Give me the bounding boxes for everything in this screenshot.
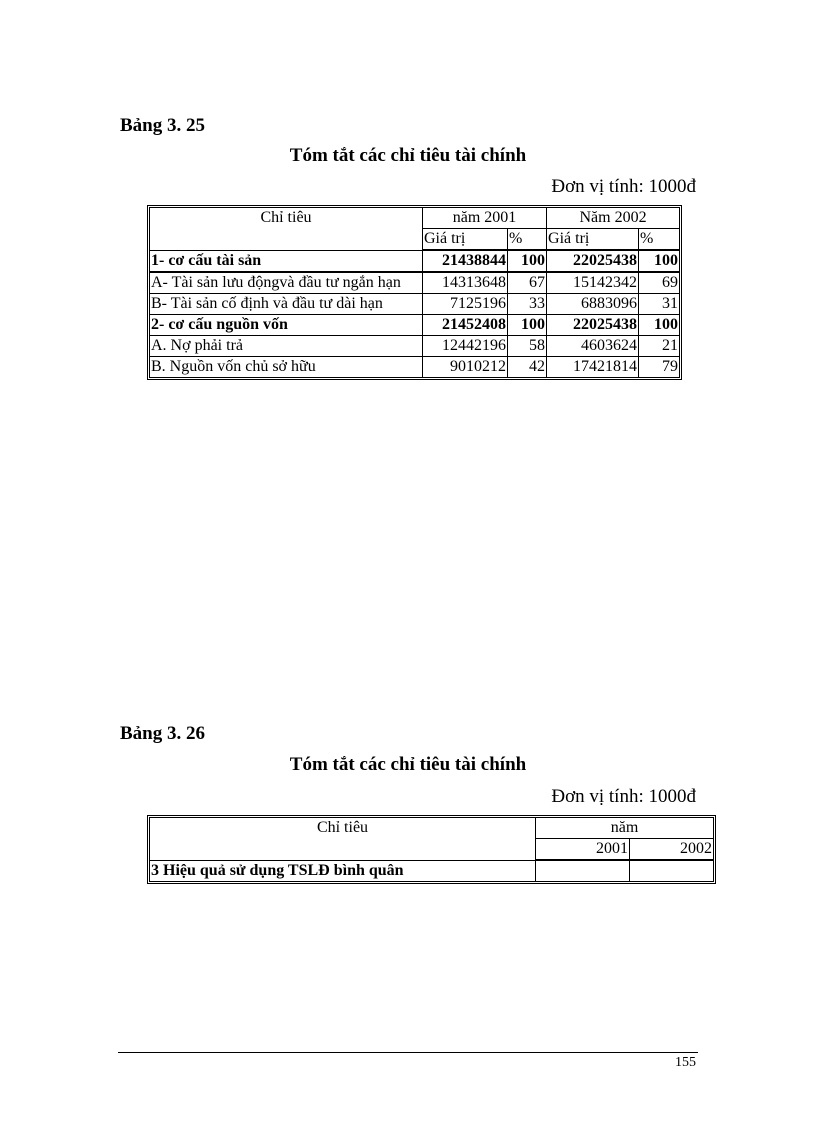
row-label: A. Nợ phải trả: [150, 336, 423, 357]
row-value-2002: 22025438: [547, 251, 639, 273]
page-number: 155: [675, 1055, 696, 1070]
row-value-2001: [536, 861, 630, 881]
row-value-2001: 21438844: [423, 251, 508, 273]
row-pct-2001: 58: [508, 336, 547, 357]
table-row: [150, 357, 679, 377]
row-value-2001: 14313648: [423, 273, 508, 294]
table-title: Tóm tắt các chỉ tiêu tài chính: [289, 145, 527, 166]
row-pct-2002: 79: [662, 358, 679, 375]
row-pct-2001: 100: [508, 315, 547, 336]
row-label: B. Nguồn vốn chủ sở hữu: [150, 357, 423, 377]
row-value-2002: [630, 861, 713, 881]
unit-label: Đơn vị tính: 1000đ: [551, 176, 696, 197]
header-pct-2002: %: [639, 229, 679, 251]
header-value-2001: Giá trị: [423, 229, 508, 251]
row-value-2002: 17421814: [547, 357, 639, 377]
row-pct-2001: 100: [508, 251, 547, 273]
row-label: 2- cơ cấu nguồn vốn: [150, 315, 423, 336]
unit-label: Đơn vị tính: 1000đ: [551, 786, 696, 807]
row-value-2002: 4603624: [547, 336, 639, 357]
table-row: [150, 251, 679, 273]
row-value-2002: 15142342: [547, 273, 639, 294]
table-row: [150, 294, 679, 315]
row-value-2001: 12442196: [423, 336, 508, 357]
row-pct-2001: 33: [508, 294, 547, 315]
footer-divider: [118, 1052, 698, 1053]
row-label: A- Tài sản lưu độngvà đầu tư ngắn hạn: [150, 273, 423, 294]
table-row: [150, 273, 679, 294]
row-label: 1- cơ cấu tài sản: [150, 251, 423, 273]
table-row: [150, 861, 713, 881]
financial-summary-table-2: [147, 815, 716, 884]
row-pct-2002: 21: [639, 336, 679, 357]
financial-summary-table-1: [147, 205, 682, 380]
row-pct-2002: 100: [639, 315, 679, 336]
table-label: Bảng 3. 26: [120, 723, 205, 744]
table-row: [150, 336, 679, 357]
row-value-2001: 21452408: [423, 315, 508, 336]
header-row: [150, 208, 679, 229]
header-indicator: Chỉ tiêu: [150, 208, 423, 251]
header-year-2001: năm 2001: [423, 208, 547, 229]
header-year-2001: 2001: [536, 839, 630, 861]
row-label: B- Tài sản cố định và đầu tư dài hạn: [150, 294, 423, 315]
row-value-2001: 9010212: [423, 357, 508, 377]
row-value-2001: 7125196: [423, 294, 508, 315]
row-pct-2002: 100: [639, 251, 679, 273]
row-pct-2002: 31: [639, 294, 679, 315]
table-title: Tóm tắt các chỉ tiêu tài chính: [289, 754, 527, 775]
header-year: năm: [536, 818, 713, 839]
row-pct-2001: 42: [508, 357, 547, 377]
header-year-2002: Năm 2002: [547, 208, 679, 229]
header-pct-2001: %: [508, 229, 547, 251]
header-year-2002: 2002: [630, 839, 713, 861]
header-row: [150, 818, 713, 839]
row-value-2002: 6883096: [547, 294, 639, 315]
row-label: 3 Hiệu quả sử dụng TSLĐ bình quân: [150, 861, 536, 881]
table-row: [150, 315, 679, 336]
row-value-2002: 22025438: [547, 315, 639, 336]
header-indicator: Chỉ tiêu: [150, 818, 536, 861]
header-value-2002: Giá trị: [547, 229, 639, 251]
row-pct-2002: 69: [639, 273, 679, 294]
table-label: Bảng 3. 25: [120, 115, 205, 136]
row-pct-2001: 67: [508, 273, 547, 294]
